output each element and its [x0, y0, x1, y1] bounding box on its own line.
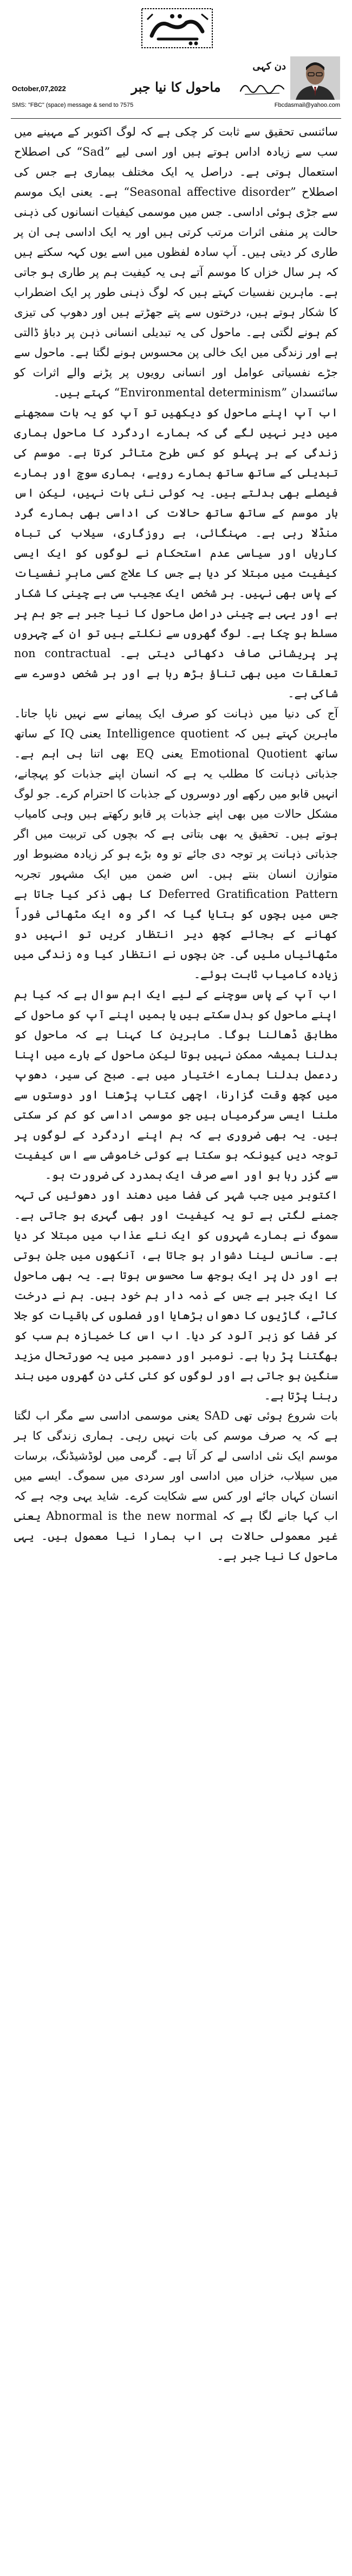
author-email: Fbcdasmail@yahoo.com — [274, 102, 340, 108]
article-paragraph: اب آپ اپنے ماحول کو دیکھیں تو آپ کو یہ بات سمجھنے میں دیر نہیں لگے گی کہ ہمارے اردگرد کا ماحول ہماری زندگی کے ہر پہلو کو کس طرح متاثر کرتا ہے۔ موسم کی تبدیلی کے ساتھ ساتھ ہمارے رویے، ہماری سوچ اور ہمارے فیصلے بھی بدلتے ہیں۔ یہ کوئی نئی بات نہیں، لیکن اس بار موسم کے ساتھ ساتھ حالات کی اداسی بھی ہمارے گرد منڈلا رہی ہے۔ مہنگائی، بے روزگاری، سیلاب کی تباہ کاریاں اور سیاسی عدم استحکام نے لوگوں کو ایک ایسی کیفیت میں مبتلا کر دیا ہے جس کا علاج کسی ماہرِ نفسیات کے پاس بھی نہیں۔ ہر شخص ایک عجیب سی بے چینی کا شکار ہے اور یہی بے چینی دراصل ماحول کا نیا جبر ہے جو ہم پر مسلط ہو چکا ہے۔ لوگ گھروں سے نکلتے ہیں تو ان کے چہروں پر پریشانی صاف دکھائی دیتی ہے۔ non contractual تعلقات میں بھی تناؤ بڑھ رہا ہے اور ہر شخص دوسرے سے شاکی ہے۔ — [14, 406, 338, 700]
article-paragraph: آج کی دنیا میں ذہانت کو صرف ایک پیمانے سے نہیں ناپا جاتا۔ ماہرین کہتے ہیں کہ Intelligence quotient یعنی IQ کے ساتھ ساتھ Emotional Quotient یعنی EQ بھی اتنا ہی اہم ہے۔ جذباتی ذہانت کا مطلب یہ ہے کہ انسان اپنے جذبات کو پہچانے، انہیں قابو میں رکھے اور دوسروں کے جذبات کا احترام کرے۔ جو لوگ مشکل حالات میں بھی اپنے جذبات پر قابو رکھتے ہیں وہی کامیاب ہوتے ہیں۔ تحقیق یہ بھی بتاتی ہے کہ بچوں کی تربیت میں اگر جذباتی ذہانت پر توجہ دی جائے تو وہ بڑے ہو کر زیادہ مضبوط اور متوازن انسان بنتے ہیں۔ اس ضمن میں ایک مشہور تجربہ Deferred Gratification Pattern کا بھی ذکر کیا جاتا ہے جس میں بچوں کو بتایا گیا کہ اگر وہ ایک مٹھائی فوراً کھانے کے بجائے کچھ دیر انتظار کریں تو انہیں دو مٹھائیاں ملیں گی۔ جن بچوں نے انتظار کیا وہ زندگی میں زیادہ کامیاب ثابت ہوئے۔ — [14, 707, 338, 981]
masthead — [11, 0, 341, 54]
column-title: دن کہی — [252, 61, 286, 72]
article-paragraph: اکتوبر میں جب شہر کی فضا میں دھند اور دھوئیں کی تہہ جمنے لگتی ہے تو یہ کیفیت اور بھی گہری ہو جاتی ہے۔ سموگ نے ہمارے شہروں کو ایک نئے عذاب میں مبتلا کر دیا ہے۔ سانس لینا دشوار ہو جاتا ہے، آنکھوں میں جلن ہوتی ہے اور دل پر ایک بوجھ سا محسوس ہوتا ہے۔ یہ بھی ماحول کا ایک جبر ہے جس کے ذمہ دار ہم خود ہیں۔ ہم نے درخت کاٹے، گاڑیوں کا دھواں بڑھایا اور فصلوں کی باقیات کو جلا کر فضا کو زہر آلود کر دیا۔ اب اس کا خمیازہ ہم سب کو بھگتنا پڑ رہا ہے۔ نومبر اور دسمبر میں یہ صورتحال مزید سنگین ہو جاتی ہے اور لوگوں کو کئی کئی دن گھروں میں بند رہنا پڑتا ہے۔ — [14, 1189, 338, 1402]
article-paragraph: سائنسی تحقیق سے ثابت کر چکی ہے کہ لوگ اکتوبر کے مہینے میں سب سے زیادہ اداس ہوتے ہیں اور اسی لیے ”Sad“ کی اصطلاح استعمال ہوتی ہے۔ دراصل یہ ایک مختلف بیماری ہے جس کی اصطلاح ”Seasonal affective disorder“ ہے۔ یعنی ایک موسم سے جڑی ہوئی اداسی۔ جس میں موسمی کیفیات انسانوں کی ذہنی حالت پر منفی اثرات مرتب کرتی ہیں اور یہ ایک اداسی ہی ان پر طاری کر دیتی ہیں۔ آپ سادہ لفظوں میں اسے یوں کہہ سکتے ہیں کہ ہر سال خزاں کا موسم آتے ہی یہ کیفیت ہم پر طاری ہو جاتی ہے۔ ماہرین نفسیات کہتے ہیں کہ لوگ ذہنی طور پر ایک اضطراب کا شکار ہوتے ہیں، درختوں سے پتے جھڑتے ہیں اور دھوپ کی تیزی کم ہونے لگتی ہے۔ ماحول کی یہ تبدیلی انسانی ذہن پر دباؤ ڈالتی ہے اور زندگی میں ایک خالی پن محسوس ہونے لگتا ہے۔ ماحول سے جڑے نفسیاتی عوامل اور انسانی رویوں پر پڑنے والے اثرات کو سائنسدان ”Environmental determinism“ کہتے ہیں۔ — [14, 125, 338, 399]
article-headline: ماحول کا نیا جبر — [131, 79, 221, 95]
article-paragraph: اب آپ کے پاس سوچنے کے لیے ایک اہم سوال ہے کہ کیا ہم اپنے ماحول کو بدل سکتے ہیں یا ہمیں اپنے آپ کو ماحول کے مطابق ڈھالنا ہوگا۔ ماہرین کا کہنا ہے کہ ماحول کو بدلنا ہمیشہ ممکن نہیں ہوتا لیکن ماحول کے بارے میں اپنا ردعمل بدلنا ہمارے اختیار میں ہے۔ صبح کی سیر، دھوپ میں کچھ وقت گزارنا، اچھی کتاب پڑھنا اور دوستوں سے ملنا ایسی سرگرمیاں ہیں جو موسمی اداسی کو کم کر سکتی ہیں۔ یہ بھی ضروری ہے کہ ہم اپنے اردگرد کے لوگوں پر توجہ دیں کیونکہ ہو سکتا ہے کوئی خاموشی سے اس کیفیت سے گزر رہا ہو اور اسے صرف ایک ہمدرد کی ضرورت ہو۔ — [14, 988, 338, 1181]
dunya-logo-mark — [136, 3, 218, 53]
article-body — [11, 119, 341, 1566]
sms-instructions: SMS: "FBC" (space) message & send to 7575 — [12, 102, 134, 108]
byline-row — [11, 54, 341, 119]
publish-date: October,07,2022 — [12, 85, 66, 93]
author-block — [234, 56, 340, 100]
author-photo-icon — [290, 56, 340, 100]
dunya-logo — [136, 3, 218, 53]
author-avatar — [290, 56, 340, 100]
article-paragraph: بات شروع ہوئی تھی SAD یعنی موسمی اداسی سے مگر اب لگتا ہے کہ یہ صرف موسم کی بات نہیں رہی۔ ہماری زندگی کا ہر موسم ایک نئی اداسی لے کر آتا ہے۔ گرمی میں لوڈشیڈنگ، برسات میں سیلاب، خزاں میں اداسی اور سردی میں سموگ۔ ایسے میں انسان کہاں جائے اور کس سے شکایت کرے۔ شاید یہی وجہ ہے کہ اب کہا جانے لگا ہے کہ Abnormal is the new normal یعنی غیر معمولی حالات ہی اب ہمارا نیا معمول ہیں۔ یہی ماحول کا نیا جبر ہے۔ — [14, 1409, 338, 1563]
